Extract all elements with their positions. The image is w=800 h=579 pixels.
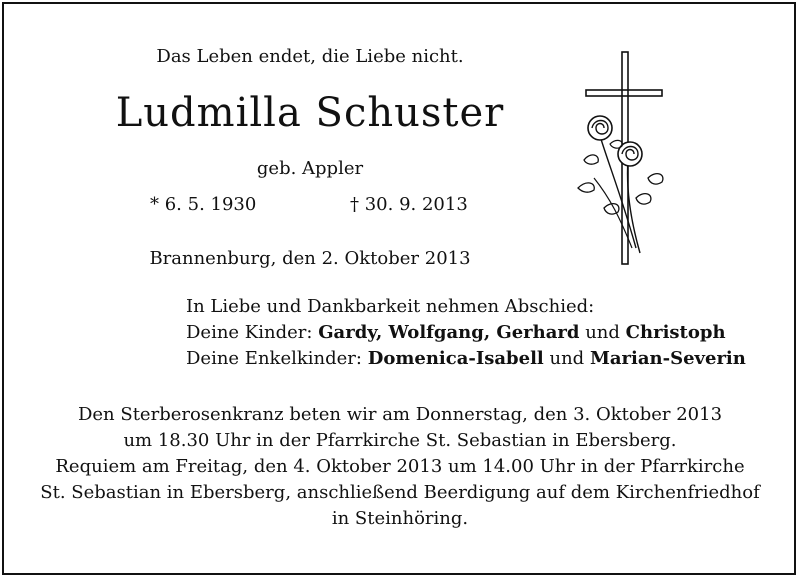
birth-name: geb. Appler [256, 158, 364, 179]
motto: Das Leben endet, die Liebe nicht. [156, 46, 464, 67]
mourners-intro: In Liebe und Dankbarkeit nehmen Abschied: [186, 296, 595, 317]
children-label: Deine Kinder: [186, 322, 313, 343]
cross-with-roses-icon [570, 48, 680, 268]
grandchildren-line [186, 346, 746, 372]
birth-date: * 6. 5. 1930 [150, 194, 257, 215]
and-word: und [585, 322, 620, 343]
grandchild-first: Domenica-Isabell [367, 348, 544, 369]
info-line: um 18.30 Uhr in der Pfarrkirche St. Sebastian in Ebersberg. [123, 430, 677, 451]
mourners-block [186, 294, 746, 372]
children-last-name: Christoph [625, 322, 726, 343]
info-line: Requiem am Freitag, den 4. Oktober 2013 um 14.00 Uhr in der Pfarrkirche [55, 456, 745, 477]
grandchildren-label: Deine Enkelkinder: [186, 348, 362, 369]
info-line: in Steinhöring. [331, 508, 469, 529]
and-word: und [549, 348, 585, 369]
grandchild-second: Marian-Severin [589, 348, 746, 369]
children-names: Gardy, Wolfgang, Gerhard [318, 322, 580, 343]
info-line: Den Sterberosenkranz beten wir am Donnerstag, den 3. Oktober 2013 [77, 404, 723, 425]
place-and-date: Brannenburg, den 2. Oktober 2013 [149, 248, 471, 269]
deceased-name: Ludmilla Schuster [115, 90, 505, 136]
service-info [0, 402, 800, 532]
death-date: † 30. 9. 2013 [350, 194, 468, 215]
info-line: St. Sebastian in Ebersberg, anschließend Beerdigung auf dem Kirchenfriedhof [40, 482, 760, 503]
children-line [186, 320, 746, 346]
